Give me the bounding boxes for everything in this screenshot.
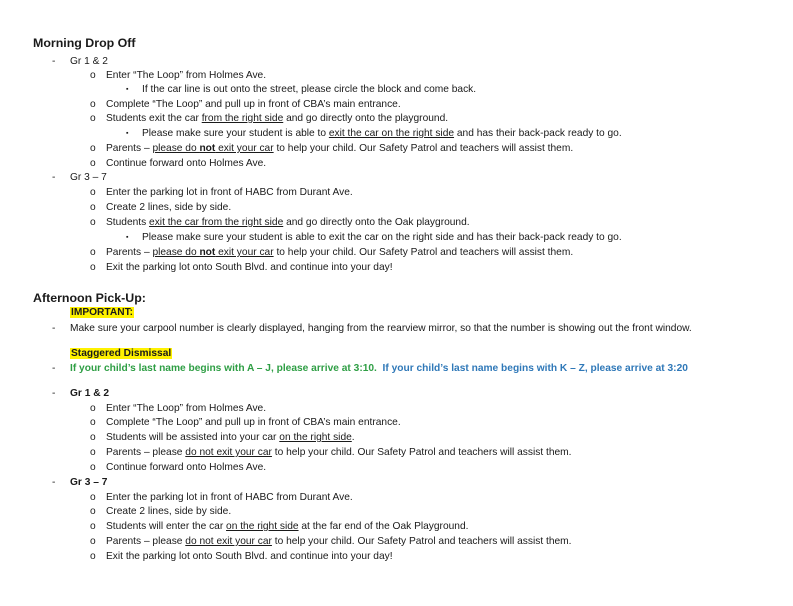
text-segment: Parents – please	[106, 447, 186, 458]
text-segment: to help your child. Our Safety Patrol and teachers will assist them.	[271, 536, 572, 547]
underlined-text: do not exit your car	[185, 447, 272, 458]
dash-bullet: -	[52, 388, 56, 399]
important-label	[70, 306, 134, 319]
morning-gr37-label: Gr 3 – 7	[70, 172, 107, 183]
circle-bullet: o	[90, 158, 96, 169]
afternoon-gr12-item-1: Enter “The Loop” from Holmes Ave.	[106, 403, 267, 414]
underlined-text: exit your car	[215, 143, 274, 154]
morning-gr12-item-1: Enter “The Loop” from Holmes Ave.	[106, 70, 267, 81]
dash-bullet: -	[52, 56, 56, 67]
circle-bullet: o	[90, 506, 96, 517]
circle-bullet: o	[90, 99, 96, 110]
underlined-text: do not exit your car	[185, 536, 272, 547]
highlighted-text: IMPORTANT:	[71, 307, 134, 318]
circle-bullet: o	[90, 70, 96, 81]
morning-gr37-item-1: Enter the parking lot in front of HABC from Durant Ave.	[106, 187, 353, 198]
underlined-text: please do	[152, 143, 200, 154]
circle-bullet: o	[90, 262, 96, 273]
afternoon-gr12-item-2: Complete “The Loop” and pull up in front of CBA’s main entrance.	[106, 417, 401, 428]
circle-bullet: o	[90, 447, 96, 458]
morning-gr12-label: Gr 1 & 2	[70, 56, 108, 67]
arrival-a-j: If your child’s last name begins with A – J, please arrive at 3:10.	[70, 363, 377, 374]
afternoon-gr37-item-5: Exit the parking lot onto South Blvd. and continue into your day!	[106, 551, 393, 562]
text-segment: Students will enter the car	[106, 521, 227, 532]
dash-bullet: -	[52, 363, 56, 374]
underlined-text: exit your car	[215, 247, 274, 258]
circle-bullet: o	[90, 403, 96, 414]
morning-gr37-item-2: Create 2 lines, side by side.	[106, 202, 232, 213]
afternoon-heading: Afternoon Pick-Up:	[33, 291, 146, 305]
circle-bullet: o	[90, 462, 96, 473]
underlined-text: on the right side	[226, 521, 299, 532]
morning-gr37-item-4	[106, 246, 573, 259]
text-segment: at the far end of the Oak Playground.	[298, 521, 469, 532]
text-segment: and has their back-pack ready to go.	[454, 128, 622, 139]
circle-bullet: o	[90, 202, 96, 213]
morning-gr12-item-3	[106, 112, 448, 125]
text-segment: Parents – please	[106, 536, 186, 547]
afternoon-gr37-label: Gr 3 – 7	[70, 477, 108, 488]
highlighted-text: Staggered Dismissal	[71, 348, 172, 359]
circle-bullet: o	[90, 217, 96, 228]
morning-gr12-item-2: Complete “The Loop” and pull up in front of CBA’s main entrance.	[106, 99, 401, 110]
circle-bullet: o	[90, 143, 96, 154]
arrival-k-z: If your child’s last name begins with K – Z, please arrive at 3:20	[382, 363, 688, 374]
afternoon-gr37-item-2: Create 2 lines, side by side.	[106, 506, 232, 517]
text-segment: Please make sure your student is able to	[142, 128, 329, 139]
text-segment: Students	[106, 217, 150, 228]
morning-gr37-item-5: Exit the parking lot onto South Blvd. and continue into your day!	[106, 262, 393, 273]
circle-bullet: o	[90, 521, 96, 532]
underlined-text: please do	[152, 247, 200, 258]
bold-underlined-text: not	[199, 247, 216, 258]
afternoon-gr12-item-5: Continue forward onto Holmes Ave.	[106, 462, 267, 473]
staggered-dismissal-label	[70, 347, 172, 360]
afternoon-gr12-label: Gr 1 & 2	[70, 388, 110, 399]
dash-bullet: -	[52, 323, 56, 334]
square-bullet: ▪	[126, 234, 129, 241]
text-segment: Parents –	[106, 247, 153, 258]
carpool-instruction: Make sure your carpool number is clearly displayed, hanging from the rearview mirror, so that the number is showing out the front window.	[70, 323, 692, 334]
morning-heading: Morning Drop Off	[33, 36, 136, 50]
afternoon-gr37-item-4	[106, 535, 571, 548]
morning-gr12-item-1a: If the car line is out onto the street, please circle the block and come back.	[142, 84, 477, 95]
bold-underlined-text: not	[199, 143, 216, 154]
arrival-times	[70, 362, 688, 375]
circle-bullet: o	[90, 187, 96, 198]
text-segment: to help your child. Our Safety Patrol and teachers will assist them.	[273, 247, 574, 258]
morning-gr12-item-5: Continue forward onto Holmes Ave.	[106, 158, 267, 169]
dash-bullet: -	[52, 477, 56, 488]
afternoon-gr37-item-1: Enter the parking lot in front of HABC from Durant Ave.	[106, 492, 353, 503]
text-segment: to help your child. Our Safety Patrol and teachers will assist them.	[273, 143, 574, 154]
square-bullet: ▪	[126, 130, 129, 137]
text-segment: Students will be assisted into your car	[106, 432, 280, 443]
circle-bullet: o	[90, 417, 96, 428]
text-segment: and go directly onto the Oak playground.	[283, 217, 470, 228]
morning-gr37-item-3a: Please make sure your student is able to exit the car on the right side and has their back-pack ready to go.	[142, 232, 622, 243]
text-segment: Parents –	[106, 143, 153, 154]
text-segment: and go directly onto the playground.	[283, 113, 449, 124]
circle-bullet: o	[90, 551, 96, 562]
morning-gr12-item-4	[106, 142, 573, 155]
circle-bullet: o	[90, 536, 96, 547]
underlined-text: exit the car on the right side	[328, 128, 455, 139]
afternoon-gr37-item-3	[106, 520, 468, 533]
circle-bullet: o	[90, 247, 96, 258]
circle-bullet: o	[90, 113, 96, 124]
underlined-text: from the right side	[201, 113, 284, 124]
text-segment: .	[351, 432, 355, 443]
circle-bullet: o	[90, 492, 96, 503]
underlined-text: exit the car from the right side	[149, 217, 284, 228]
circle-bullet: o	[90, 432, 96, 443]
afternoon-gr12-item-3	[106, 431, 355, 444]
morning-gr37-item-3	[106, 216, 470, 229]
square-bullet: ▪	[126, 86, 129, 93]
text-segment: to help your child. Our Safety Patrol and teachers will assist them.	[271, 447, 572, 458]
afternoon-gr12-item-4	[106, 446, 571, 459]
underlined-text: on the right side	[279, 432, 352, 443]
dash-bullet: -	[52, 172, 56, 183]
text-segment: Students exit the car	[106, 113, 202, 124]
morning-gr12-item-3a	[142, 127, 622, 140]
